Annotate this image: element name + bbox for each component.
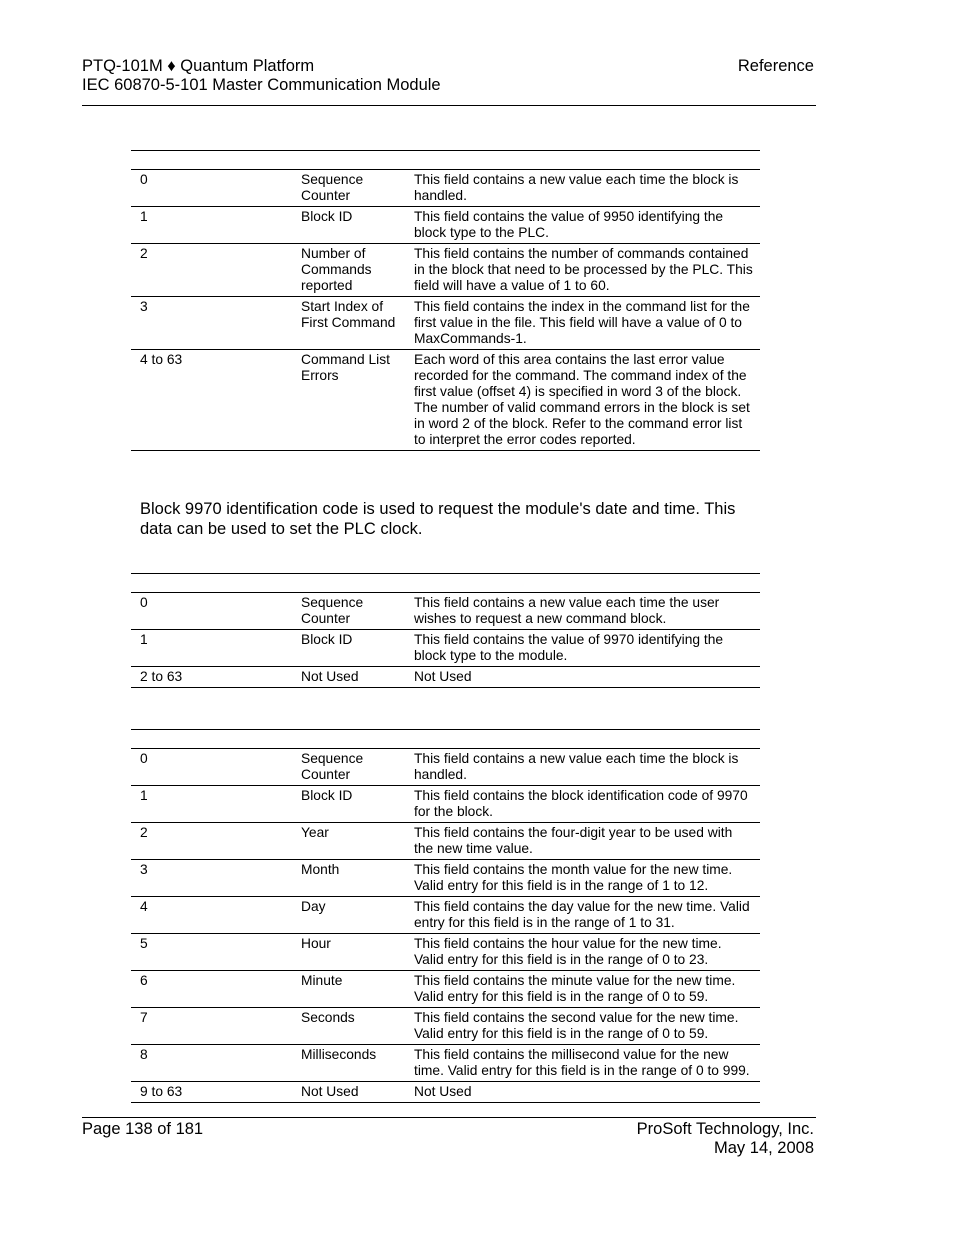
footer-divider bbox=[82, 1117, 816, 1118]
footer-company-block bbox=[637, 1120, 814, 1158]
cell-offset: 0 bbox=[131, 170, 294, 207]
cell-description: This field contains the block identification code of 9970 for the block. bbox=[406, 786, 760, 823]
cell-field-name: Block ID bbox=[294, 207, 406, 244]
table-row bbox=[131, 934, 760, 971]
cell-offset: 4 bbox=[131, 897, 294, 934]
table-row bbox=[131, 350, 760, 451]
cell-offset: 1 bbox=[131, 630, 294, 667]
cell-offset: 6 bbox=[131, 971, 294, 1008]
table-row bbox=[131, 897, 760, 934]
cell-offset: 0 bbox=[131, 749, 294, 786]
cell-offset: 2 bbox=[131, 244, 294, 297]
table-row bbox=[131, 244, 760, 297]
cell-field-name: Block ID bbox=[294, 786, 406, 823]
table-row bbox=[131, 1008, 760, 1045]
table-block-9970-response bbox=[131, 729, 760, 1103]
cell-offset: 7 bbox=[131, 1008, 294, 1045]
cell-field-name: Not Used bbox=[294, 1082, 406, 1103]
header-title-line2: IEC 60870-5-101 Master Communication Module bbox=[82, 76, 441, 94]
cell-description: This field contains the index in the command list for the first value in the file. This field will have a value of 0 to MaxCommands-1. bbox=[406, 297, 760, 350]
cell-offset: 2 to 63 bbox=[131, 667, 294, 688]
body-paragraph: Block 9970 identification code is used to request the module's date and time. This data can be used to set the PLC clock. bbox=[140, 500, 736, 538]
cell-description: This field contains a new value each time the block is handled. bbox=[406, 170, 760, 207]
cell-offset: 1 bbox=[131, 786, 294, 823]
cell-offset: 2 bbox=[131, 823, 294, 860]
footer-page-number: Page 138 of 181 bbox=[82, 1120, 204, 1138]
cell-offset: 5 bbox=[131, 934, 294, 971]
table-row bbox=[131, 630, 760, 667]
table-row bbox=[131, 860, 760, 897]
table-row bbox=[131, 749, 760, 786]
cell-offset: 3 bbox=[131, 860, 294, 897]
cell-field-name: Hour bbox=[294, 934, 406, 971]
cell-offset: 1 bbox=[131, 207, 294, 244]
cell-field-name: Year bbox=[294, 823, 406, 860]
table-header-row bbox=[131, 730, 760, 749]
cell-offset: 4 to 63 bbox=[131, 350, 294, 451]
table-row bbox=[131, 823, 760, 860]
page-header bbox=[82, 57, 814, 95]
footer-date: May 14, 2008 bbox=[714, 1139, 814, 1157]
header-divider bbox=[82, 105, 816, 106]
cell-description: This field contains the hour value for the new time. Valid entry for this field is in the range of 0 to 23. bbox=[406, 934, 760, 971]
cell-description: Not Used bbox=[406, 667, 760, 688]
cell-description: This field contains a new value each time the block is handled. bbox=[406, 749, 760, 786]
cell-description: Not Used bbox=[406, 1082, 760, 1103]
cell-field-name: Minute bbox=[294, 971, 406, 1008]
cell-description: This field contains the second value for the new time. Valid entry for this field is in the range of 0 to 59. bbox=[406, 1008, 760, 1045]
cell-field-name: Sequence Counter bbox=[294, 749, 406, 786]
cell-field-name: Sequence Counter bbox=[294, 170, 406, 207]
header-title-line1: PTQ-101M ♦ Quantum Platform bbox=[82, 57, 315, 75]
table-row bbox=[131, 297, 760, 350]
table-row bbox=[131, 1082, 760, 1103]
cell-description: This field contains the value of 9970 identifying the block type to the module. bbox=[406, 630, 760, 667]
table-header-row bbox=[131, 574, 760, 593]
table-row bbox=[131, 667, 760, 688]
cell-field-name: Milliseconds bbox=[294, 1045, 406, 1082]
cell-field-name: Day bbox=[294, 897, 406, 934]
header-section: Reference bbox=[737, 57, 814, 75]
cell-offset: 9 to 63 bbox=[131, 1082, 294, 1103]
cell-description: This field contains the millisecond value for the new time. Valid entry for this field is in the range of 0 to 999. bbox=[406, 1045, 760, 1082]
cell-description: This field contains the minute value for the new time. Valid entry for this field is in the range of 0 to 59. bbox=[406, 971, 760, 1008]
cell-description: This field contains the value of 9950 identifying the block type to the PLC. bbox=[406, 207, 760, 244]
cell-description: This field contains the four-digit year to be used with the new time value. bbox=[406, 823, 760, 860]
cell-field-name: Block ID bbox=[294, 630, 406, 667]
cell-field-name: Sequence Counter bbox=[294, 593, 406, 630]
table-row bbox=[131, 786, 760, 823]
cell-field-name: Command List Errors bbox=[294, 350, 406, 451]
cell-field-name: Number of Commands reported bbox=[294, 244, 406, 297]
table-block-9950-response bbox=[131, 150, 760, 451]
cell-field-name: Start Index of First Command bbox=[294, 297, 406, 350]
cell-field-name: Seconds bbox=[294, 1008, 406, 1045]
table-row bbox=[131, 593, 760, 630]
cell-offset: 0 bbox=[131, 593, 294, 630]
cell-field-name: Month bbox=[294, 860, 406, 897]
cell-description: This field contains a new value each time the user wishes to request a new command block. bbox=[406, 593, 760, 630]
cell-description: This field contains the number of commands contained in the block that need to be processed by the PLC. This field will have a value of 1 to 60. bbox=[406, 244, 760, 297]
cell-description: This field contains the day value for the new time. Valid entry for this field is in the range of 1 to 31. bbox=[406, 897, 760, 934]
footer-company: ProSoft Technology, Inc. bbox=[636, 1120, 814, 1138]
table-row bbox=[131, 170, 760, 207]
table-row bbox=[131, 207, 760, 244]
table-header-row bbox=[131, 151, 760, 170]
page-footer bbox=[82, 1120, 814, 1157]
cell-offset: 8 bbox=[131, 1045, 294, 1082]
table-block-9970-request bbox=[131, 573, 760, 688]
table-row bbox=[131, 971, 760, 1008]
cell-description: This field contains the month value for the new time. Valid entry for this field is in the range of 1 to 12. bbox=[406, 860, 760, 897]
cell-field-name: Not Used bbox=[294, 667, 406, 688]
cell-description: Each word of this area contains the last error value recorded for the command. The command index of the first value (offset 4) is specified in word 3 of the block. The number of valid command errors in the block is set in word 2 of the block. Refer to the command error list to interpret the error codes reported. bbox=[406, 350, 760, 451]
cell-offset: 3 bbox=[131, 297, 294, 350]
table-row bbox=[131, 1045, 760, 1082]
